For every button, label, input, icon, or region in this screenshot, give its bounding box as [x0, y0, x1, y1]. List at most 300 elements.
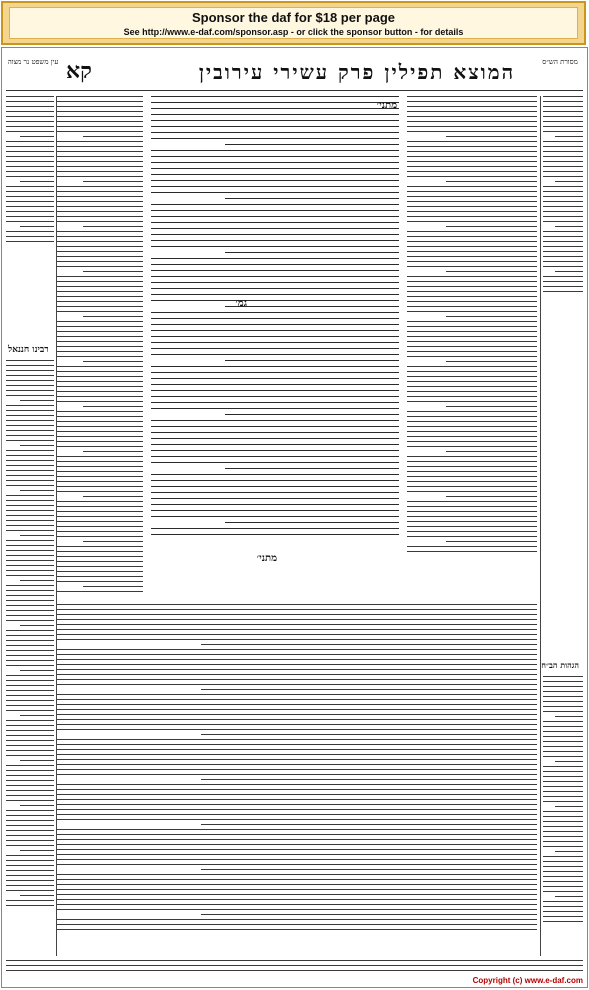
text-line: [407, 161, 537, 162]
text-line: [57, 764, 537, 765]
folio-number: קא: [66, 58, 92, 84]
text-line: [57, 571, 143, 572]
text-line: [543, 856, 583, 857]
text-line: [543, 281, 583, 282]
text-line: [151, 462, 399, 463]
text-line: [57, 166, 143, 167]
text-line: [57, 96, 143, 97]
text-line: [57, 446, 143, 447]
text-line: [543, 171, 583, 172]
text-line: [543, 231, 583, 232]
text-line: [57, 899, 537, 900]
text-line: [407, 306, 537, 307]
text-line: [407, 326, 537, 327]
text-line: [6, 730, 54, 731]
text-line: [6, 211, 54, 212]
text-line: [151, 528, 399, 529]
text-line: [6, 690, 54, 691]
text-line: [543, 196, 583, 197]
text-line: [446, 181, 537, 182]
text-line: [57, 301, 143, 302]
text-line: [57, 441, 143, 442]
text-line: [57, 784, 537, 785]
text-line: [543, 841, 583, 842]
text-line: [407, 281, 537, 282]
text-line: [57, 461, 143, 462]
text-line: [57, 376, 143, 377]
text-line: [57, 814, 537, 815]
text-line: [57, 639, 537, 640]
text-line: [57, 679, 537, 680]
text-line: [151, 234, 399, 235]
text-line: [407, 401, 537, 402]
text-line: [6, 840, 54, 841]
text-line: [57, 634, 537, 635]
text-line: [6, 835, 54, 836]
text-line: [446, 226, 537, 227]
text-line: [6, 790, 54, 791]
rashi-column: [407, 96, 537, 596]
text-line: [6, 515, 54, 516]
text-line: [407, 481, 537, 482]
text-line: [151, 516, 399, 517]
text-line: [6, 221, 54, 222]
text-line: [543, 291, 583, 292]
text-line: [151, 420, 399, 421]
text-line: [57, 729, 537, 730]
text-line: [543, 106, 583, 107]
text-line: [6, 865, 54, 866]
text-line: [407, 206, 537, 207]
text-line: [57, 401, 143, 402]
text-line: [83, 496, 143, 497]
text-line: [225, 198, 399, 199]
text-line: [57, 486, 143, 487]
text-line: [6, 800, 54, 801]
text-line: [543, 681, 583, 682]
text-line: [6, 460, 54, 461]
text-line: [6, 410, 54, 411]
text-line: [543, 206, 583, 207]
text-line: [57, 256, 143, 257]
text-line: [407, 366, 537, 367]
text-line: [407, 456, 537, 457]
text-line: [57, 664, 537, 665]
text-line: [407, 101, 537, 102]
text-line: [6, 590, 54, 591]
text-line: [543, 706, 583, 707]
text-line: [6, 216, 54, 217]
text-line: [407, 461, 537, 462]
text-line: [57, 336, 143, 337]
text-line: [407, 391, 537, 392]
text-line: [57, 156, 143, 157]
text-line: [201, 914, 537, 915]
text-line: [6, 770, 54, 771]
text-line: [6, 385, 54, 386]
text-line: [543, 696, 583, 697]
mishnah-marker-1: מתני׳: [376, 100, 397, 111]
text-line: [543, 801, 583, 802]
text-line: [20, 715, 54, 716]
text-line: [20, 136, 54, 137]
text-line: [6, 425, 54, 426]
text-line: [6, 236, 54, 237]
text-line: [57, 351, 143, 352]
right-margin-rule: [540, 96, 541, 956]
text-line: [151, 246, 399, 247]
text-line: [151, 168, 399, 169]
text-line: [407, 551, 537, 552]
text-line: [57, 266, 143, 267]
text-line: [57, 614, 537, 615]
text-line: [20, 400, 54, 401]
text-line: [20, 580, 54, 581]
text-line: [407, 156, 537, 157]
text-line: [407, 311, 537, 312]
text-line: [57, 291, 143, 292]
text-line: [407, 386, 537, 387]
text-line: [83, 361, 143, 362]
text-line: [6, 765, 54, 766]
text-line: [543, 826, 583, 827]
text-line: [543, 286, 583, 287]
text-line: [6, 610, 54, 611]
text-line: [57, 884, 537, 885]
text-line: [6, 620, 54, 621]
text-line: [6, 720, 54, 721]
text-line: [555, 271, 583, 272]
text-line: [151, 114, 399, 115]
text-line: [543, 126, 583, 127]
text-line: [57, 669, 537, 670]
text-line: [543, 116, 583, 117]
text-line: [6, 735, 54, 736]
text-line: [57, 531, 143, 532]
text-line: [57, 491, 143, 492]
text-line: [407, 96, 537, 97]
gemara-marker: גמ׳: [235, 298, 247, 309]
hagahot-label: הגהות הב״ח: [541, 660, 579, 670]
text-line: [57, 416, 143, 417]
text-line: [151, 354, 399, 355]
text-line: [543, 776, 583, 777]
text-line: [543, 836, 583, 837]
text-line: [57, 649, 537, 650]
text-line: [543, 261, 583, 262]
text-line: [543, 816, 583, 817]
text-line: [57, 629, 537, 630]
text-line: [83, 316, 143, 317]
text-line: [225, 144, 399, 145]
text-line: [543, 876, 583, 877]
text-line: [446, 361, 537, 362]
text-line: [57, 501, 143, 502]
text-line: [6, 395, 54, 396]
text-line: [151, 276, 399, 277]
text-line: [57, 431, 143, 432]
text-line: [201, 644, 537, 645]
text-line: [6, 470, 54, 471]
text-line: [407, 431, 537, 432]
text-line: [543, 711, 583, 712]
text-line: [543, 121, 583, 122]
text-line: [407, 176, 537, 177]
text-line: [407, 441, 537, 442]
text-line: [225, 360, 399, 361]
text-line: [407, 466, 537, 467]
text-line: [57, 511, 143, 512]
text-line: [57, 609, 537, 610]
text-line: [6, 126, 54, 127]
text-line: [6, 785, 54, 786]
text-line: [6, 745, 54, 746]
text-line: [57, 654, 537, 655]
text-line: [543, 131, 583, 132]
text-line: [543, 161, 583, 162]
text-line: [225, 414, 399, 415]
text-line: [151, 450, 399, 451]
text-line: [555, 226, 583, 227]
text-line: [6, 161, 54, 162]
text-line: [57, 436, 143, 437]
text-line: [20, 760, 54, 761]
text-line: [151, 282, 399, 283]
text-line: [6, 455, 54, 456]
text-line: [57, 516, 143, 517]
text-line: [6, 685, 54, 686]
text-line: [57, 799, 537, 800]
text-line: [57, 909, 537, 910]
text-line: [6, 241, 54, 242]
text-line: [6, 106, 54, 107]
text-line: [407, 166, 537, 167]
text-line: [57, 356, 143, 357]
text-line: [225, 468, 399, 469]
text-line: [151, 504, 399, 505]
header-rule: [6, 90, 583, 91]
text-line: [6, 810, 54, 811]
text-line: [407, 446, 537, 447]
text-line: [6, 750, 54, 751]
text-line: [20, 850, 54, 851]
text-line: [151, 258, 399, 259]
text-line: [6, 700, 54, 701]
text-line: [543, 266, 583, 267]
text-line: [543, 891, 583, 892]
text-line: [6, 815, 54, 816]
text-line: [57, 121, 143, 122]
text-line: [151, 498, 399, 499]
text-line: [6, 475, 54, 476]
text-line: [407, 506, 537, 507]
text-line: [57, 604, 537, 605]
text-line: [555, 761, 583, 762]
text-line: [543, 96, 583, 97]
text-line: [151, 96, 399, 97]
text-line: [407, 106, 537, 107]
text-line: [6, 186, 54, 187]
text-line: [407, 246, 537, 247]
text-line: [543, 886, 583, 887]
text-line: [57, 556, 143, 557]
text-line: [6, 101, 54, 102]
text-line: [543, 756, 583, 757]
text-line: [57, 834, 537, 835]
ein-mishpat-corner: עין משפט נר מצוה: [7, 58, 59, 66]
text-line: [151, 348, 399, 349]
text-line: [6, 905, 54, 906]
text-line: [201, 734, 537, 735]
text-line: [57, 521, 143, 522]
text-line: [20, 895, 54, 896]
text-line: [6, 645, 54, 646]
text-line: [543, 176, 583, 177]
text-line: [407, 536, 537, 537]
text-line: [57, 131, 143, 132]
text-line: [543, 721, 583, 722]
text-line: [57, 864, 537, 865]
text-line: [20, 226, 54, 227]
text-line: [57, 261, 143, 262]
text-line: [57, 346, 143, 347]
text-line: [6, 555, 54, 556]
text-line: [407, 216, 537, 217]
text-line: [543, 861, 583, 862]
text-line: [151, 132, 399, 133]
text-line: [407, 276, 537, 277]
text-line: [57, 296, 143, 297]
text-line: [6, 505, 54, 506]
talmud-page: [1, 47, 588, 988]
text-line: [57, 466, 143, 467]
text-line: [407, 256, 537, 257]
text-line: [57, 281, 143, 282]
text-line: [20, 625, 54, 626]
text-line: [407, 411, 537, 412]
text-line: [6, 970, 583, 971]
text-line: [446, 316, 537, 317]
text-line: [407, 436, 537, 437]
text-line: [407, 231, 537, 232]
text-line: [6, 96, 54, 97]
bottom-notes: [6, 960, 583, 974]
text-line: [57, 754, 537, 755]
text-line: [57, 276, 143, 277]
ein-mishpat-column: [6, 96, 54, 336]
text-line: [446, 451, 537, 452]
text-line: [446, 541, 537, 542]
text-line: [57, 101, 143, 102]
text-line: [6, 965, 583, 966]
text-line: [407, 321, 537, 322]
text-line: [6, 111, 54, 112]
text-line: [201, 779, 537, 780]
text-line: [57, 719, 537, 720]
text-line: [543, 256, 583, 257]
text-line: [151, 426, 399, 427]
text-line: [6, 420, 54, 421]
text-line: [57, 386, 143, 387]
text-line: [543, 211, 583, 212]
text-line: [6, 830, 54, 831]
text-line: [6, 960, 583, 961]
text-line: [57, 709, 537, 710]
text-line: [151, 330, 399, 331]
text-line: [151, 216, 399, 217]
text-line: [151, 366, 399, 367]
text-line: [57, 904, 537, 905]
text-line: [6, 196, 54, 197]
text-line: [407, 221, 537, 222]
text-line: [407, 531, 537, 532]
text-line: [407, 116, 537, 117]
text-line: [57, 206, 143, 207]
text-line: [57, 704, 537, 705]
sponsor-banner[interactable]: [1, 1, 586, 45]
text-line: [543, 791, 583, 792]
text-line: [407, 351, 537, 352]
sponsor-banner-panel[interactable]: [9, 7, 578, 39]
text-line: [6, 370, 54, 371]
text-line: [407, 341, 537, 342]
text-line: [6, 450, 54, 451]
text-line: [57, 566, 143, 567]
text-line: [151, 378, 399, 379]
text-line: [6, 600, 54, 601]
text-line: [57, 236, 143, 237]
text-line: [6, 560, 54, 561]
text-line: [151, 384, 399, 385]
text-line: [151, 264, 399, 265]
text-line: [57, 561, 143, 562]
text-line: [57, 111, 143, 112]
text-line: [57, 809, 537, 810]
chapter-title: המוצא תפילין פרק עשירי עירובין: [198, 60, 516, 84]
text-line: [57, 326, 143, 327]
text-line: [6, 860, 54, 861]
text-line: [543, 246, 583, 247]
text-line: [407, 346, 537, 347]
text-line: [407, 291, 537, 292]
text-line: [57, 674, 537, 675]
text-line: [407, 196, 537, 197]
text-line: [543, 221, 583, 222]
text-line: [225, 522, 399, 523]
text-line: [407, 266, 537, 267]
text-line: [407, 471, 537, 472]
text-line: [151, 186, 399, 187]
text-line: [57, 381, 143, 382]
text-line: [20, 445, 54, 446]
text-line: [407, 191, 537, 192]
text-line: [20, 490, 54, 491]
text-line: [6, 380, 54, 381]
text-line: [6, 465, 54, 466]
text-line: [57, 366, 143, 367]
text-line: [543, 741, 583, 742]
sponsor-subtitle[interactable]: See http://www.e-daf.com/sponsor.asp - or click the sponsor button - for details: [123, 27, 464, 37]
copyright-link[interactable]: Copyright (c) www.e-daf.com: [472, 976, 583, 985]
text-line: [6, 495, 54, 496]
hagahot-column: [543, 676, 583, 956]
text-line: [151, 120, 399, 121]
text-line: [6, 675, 54, 676]
text-line: [543, 866, 583, 867]
text-line: [6, 480, 54, 481]
text-line: [83, 181, 143, 182]
text-line: [151, 108, 399, 109]
